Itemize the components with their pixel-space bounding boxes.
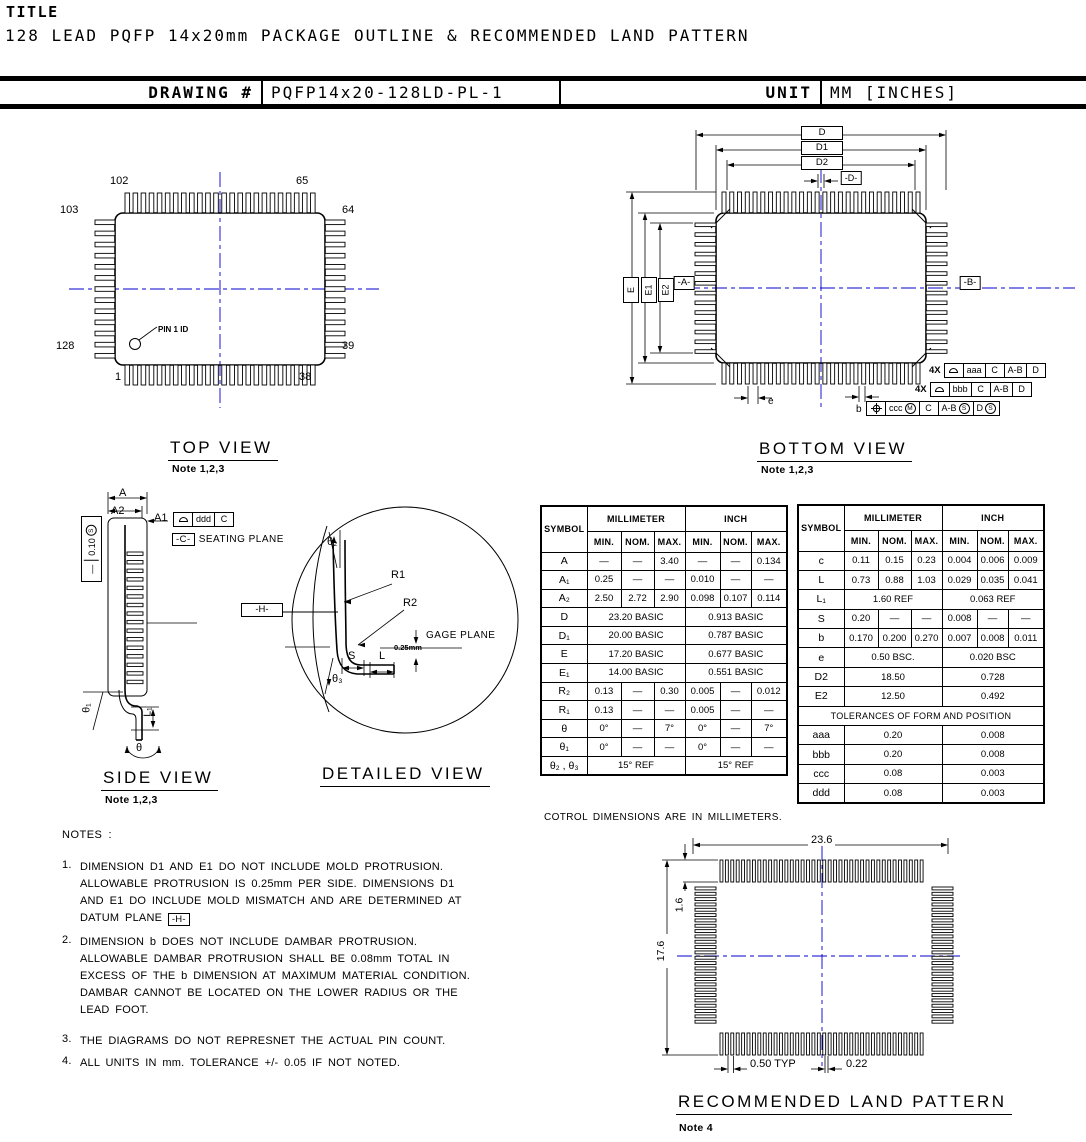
tolerance-frame-aaa: [929, 363, 1046, 378]
dim-D-label: D: [801, 126, 843, 140]
table-row: S 0.20 — — 0.008 — —: [798, 609, 1044, 628]
pin-number-102: 102: [110, 175, 129, 187]
land-pattern-drawing: [620, 830, 1086, 1090]
dim-R2-label: R2: [403, 597, 418, 609]
table-row: L 0.73 0.88 1.03 0.029 0.035 0.041: [798, 570, 1044, 589]
note-4: 4. ALL UNITS IN mm. TOLERANCE +/- 0.05 IF NOT NOTED.: [62, 1055, 401, 1069]
symbol-cell: b: [798, 629, 844, 648]
pin-number-128: 128: [56, 340, 75, 352]
land-pad-width-dim: 0.22: [846, 1058, 868, 1070]
dim-D2-label: D2: [801, 156, 843, 170]
symbol-cell: A₁: [541, 571, 587, 590]
drawing-number-value: PQFP14x20-128LD-PL-1: [263, 81, 561, 104]
datum-D-label: -D-: [841, 171, 862, 185]
table-row: ccc 0.08 0.003: [798, 764, 1044, 783]
note-3: 3. THE DIAGRAMS DO NOT REPRESNET THE ACTUAL PIN COUNT.: [62, 1033, 446, 1047]
note-2: 2. DIMENSION b DOES NOT INCLUDE DAMBAR PROTRUSION. ALLOWABLE DAMBAR PROTRUSION SHALL BE 0.08mm TOTAL IN EXCESS OF THE b DIMENSION AT MAXIMUM MATERIAL CONDITION. DAMBAR CANNOT BE LOCATED ON THE LOWER RADIUS OR THE LEAD FOOT.: [62, 934, 470, 1016]
top-view-note: Note 1,2,3: [172, 463, 225, 475]
dim-D1-label: D1: [801, 141, 843, 155]
table-row: e 0.50 BSC. 0.020 BSC: [798, 648, 1044, 667]
table-row: R₁ 0.13 — — 0.005 — —: [541, 701, 787, 720]
land-height-dim: 17.6: [654, 934, 668, 968]
seating-plane-label: SEATING PLANE: [198, 534, 284, 545]
table-row: bbb 0.20 0.008: [798, 745, 1044, 764]
dim-theta1-label: θ₁: [80, 703, 93, 713]
feature-control-frame: aaa C A-B D: [944, 363, 1046, 378]
datum-A-label: -A-: [674, 276, 695, 290]
drawing-number-label: DRAWING #: [0, 81, 263, 104]
dim-L1-label: L₁: [141, 707, 154, 717]
table-row: D2 18.50 0.728: [798, 667, 1044, 686]
circled-s-icon: S: [985, 403, 996, 414]
dim-R1-label: R1: [391, 569, 406, 581]
symbol-cell: S: [798, 609, 844, 628]
feature-control-frame: bbb C A-B D: [930, 382, 1032, 397]
datum-B-label: -B-: [960, 276, 981, 290]
dimension-table: SYMBOL MILLIMETER INCH MIN. NOM. MAX. MIN. NOM. MAX. A — — 3.40 — — 0.134 A₁ 0.25 — — 0.010 — — A₂ 2.50 2.72 2.90 0.098 0.107 0.114 D 23.20 BASIC 0.913 BASIC D₁ 20.00 BASIC 0.787 BASIC E 17.20 BASIC 0.677 BASIC E₁ 14.00 BASIC 0.551 BASIC R₂ 0.13 — 0.30 0.005 — 0.012 R₁ 0.13 — — 0.005 — — θ 0° — 7° 0° — 7° θ₁ 0° — — 0° — — θ₂ , θ₃ 15° REF 15° REF: [540, 505, 788, 776]
dim-E-label: E: [623, 277, 639, 303]
circled-m-icon: M: [905, 403, 916, 414]
dim-b-label: b: [856, 404, 862, 415]
land-pitch-dim: 0.50 TYP: [750, 1058, 796, 1070]
title-block: [0, 76, 1086, 109]
dim-A-label: A: [119, 487, 127, 499]
dim-theta2-label: θ₂: [327, 536, 338, 548]
dim-theta3-label: θ₃: [332, 673, 343, 685]
symbol-cell: D₁: [541, 626, 587, 645]
symbol-cell: c: [798, 551, 844, 570]
dim-A1-label: A1: [154, 512, 168, 524]
symbol-cell: E₁: [541, 664, 587, 683]
h-datum-reference: -H-: [168, 913, 190, 926]
feature-control-frame: ccc M C A-B S D S: [866, 401, 1000, 416]
symbol-cell: θ: [541, 719, 587, 738]
table-row: E 17.20 BASIC 0.677 BASIC: [541, 645, 787, 664]
circled-s-icon: S: [959, 403, 970, 414]
table-row: E2 12.50 0.492: [798, 687, 1044, 706]
table-row: c 0.11 0.15 0.23 0.004 0.006 0.009: [798, 551, 1044, 570]
table-row: ddd 0.08 0.003: [798, 784, 1044, 803]
bottom-view-title: BOTTOM VIEW: [757, 439, 912, 462]
pin-number-64: 64: [342, 204, 355, 216]
symbol-cell: A: [541, 552, 587, 571]
table-row: TOLERANCES OF FORM AND POSITION: [798, 706, 1044, 725]
side-view-title: SIDE VIEW: [101, 768, 218, 791]
table-row: D 23.20 BASIC 0.913 BASIC: [541, 608, 787, 627]
symbol-cell: R₂: [541, 682, 587, 701]
table-row: A — — 3.40 — — 0.134: [541, 552, 787, 571]
pin-number-1: 1: [115, 371, 122, 383]
straightness-tolerance-frame: [81, 516, 102, 582]
top-view-title: TOP VIEW: [168, 438, 278, 461]
tolerance-frame-ddd: [173, 512, 234, 527]
table-row: A₂ 2.50 2.72 2.90 0.098 0.107 0.114: [541, 589, 787, 608]
package-dimension-table-1: [540, 505, 788, 776]
table-row: L₁ 1.60 REF 0.063 REF: [798, 590, 1044, 609]
symbol-cell: aaa: [798, 726, 844, 745]
symbol-cell: D2: [798, 667, 844, 686]
symbol-cell: E2: [798, 687, 844, 706]
straightness-value: 0.10: [86, 537, 97, 556]
table-row: θ₂ , θ₃ 15° REF 15° REF: [541, 757, 787, 776]
dimension-table: SYMBOL MILLIMETER INCH MIN. NOM. MAX. MIN. NOM. MAX. c 0.11 0.15 0.23 0.004 0.006 0.009 L 0.73 0.88 1.03 0.029 0.035 0.041 L₁ 1.60 REF 0.063 REF S 0.20 — — 0.008 — — b 0.170 0.200 0.270 0.007 0.008 0.011 e 0.50 BSC. 0.020 BSC D2 18.50 0.728 E2 12.50 0.492 TOLERANCES OF FORM AND POSITION aaa 0.20 0.008 bbb 0.20 0.008 ccc 0.08 0.003 ddd 0.08 0.003: [797, 504, 1045, 804]
dim-E1-label: E1: [641, 277, 657, 303]
dim-E2-label: E2: [658, 278, 674, 302]
bottom-view-note: Note 1,2,3: [761, 464, 814, 476]
land-pattern-title: RECOMMENDED LAND PATTERN: [676, 1092, 1012, 1115]
dim-A2-label: A2: [111, 505, 125, 517]
gage-plane-label: GAGE PLANE: [426, 630, 496, 641]
seating-plane-callout: [172, 533, 284, 546]
symbol-cell: E: [541, 645, 587, 664]
control-dimension-note: COTROL DIMENSIONS ARE IN MILLIMETERS.: [544, 812, 783, 823]
gdt-position-icon: [871, 403, 882, 414]
feature-control-frame: ddd C: [173, 512, 234, 527]
package-dimension-table-2: [797, 504, 1045, 804]
symbol-cell: R₁: [541, 701, 587, 720]
symbol-cell: θ₁: [541, 738, 587, 757]
side-view-note: Note 1,2,3: [105, 794, 158, 806]
table-row: b 0.170 0.200 0.270 0.007 0.008 0.011: [798, 629, 1044, 648]
symbol-cell: θ₂ , θ₃: [541, 757, 587, 776]
pin-number-38: 38: [299, 371, 312, 383]
symbol-cell: bbb: [798, 745, 844, 764]
table-row: A₁ 0.25 — — 0.010 — —: [541, 571, 787, 590]
pin-number-103: 103: [60, 204, 79, 216]
fcf-prefix: 4X: [915, 384, 927, 395]
gage-offset-label: 0.25mm: [394, 643, 422, 652]
dim-L-label: L: [379, 650, 386, 662]
datum-C-label: -C-: [172, 533, 195, 546]
pin-number-39: 39: [342, 340, 355, 352]
symbol-cell: L₁: [798, 590, 844, 609]
symbol-cell: ccc: [798, 764, 844, 783]
circled-s-icon: S: [86, 525, 97, 536]
notes-title: NOTES :: [62, 829, 113, 841]
table-row: R₂ 0.13 — 0.30 0.005 — 0.012: [541, 682, 787, 701]
symbol-cell: A₂: [541, 589, 587, 608]
table-row: aaa 0.20 0.008: [798, 726, 1044, 745]
tolerance-frame-ccc: [866, 401, 1000, 416]
land-pattern-note: Note 4: [679, 1122, 713, 1134]
fcf-prefix: 4X: [929, 365, 941, 376]
title-label: TITLE: [6, 3, 59, 21]
table-row: θ 0° — 7° 0° — 7°: [541, 719, 787, 738]
datum-H-label: -H-: [241, 603, 283, 617]
dim-S-label: S: [348, 650, 356, 662]
table-row: θ₁ 0° — — 0° — —: [541, 738, 787, 757]
unit-label: UNIT: [561, 81, 822, 104]
gdt-profile-icon: [935, 387, 944, 392]
land-width-dim: 23.6: [808, 834, 835, 846]
dim-e-label: e: [768, 396, 774, 407]
tolerance-frame-bbb: [915, 382, 1032, 397]
gdt-profile-icon: [949, 368, 958, 373]
symbol-cell: ddd: [798, 784, 844, 803]
table-row: D₁ 20.00 BASIC 0.787 BASIC: [541, 626, 787, 645]
dim-theta-label: θ: [136, 742, 143, 754]
page-title: 128 LEAD PQFP 14x20mm PACKAGE OUTLINE & RECOMMENDED LAND PATTERN: [5, 26, 750, 45]
symbol-cell: L: [798, 570, 844, 589]
gdt-straightness-icon: —: [84, 559, 99, 577]
unit-value: MM [INCHES]: [830, 83, 958, 102]
symbol-cell: D: [541, 608, 587, 627]
note-1: 1. DIMENSION D1 AND E1 DO NOT INCLUDE MOLD PROTRUSION. ALLOWABLE PROTRUSION IS 0.25mm PER SIDE. DIMENSIONS D1 AND E1 DO INCLUDE MOLD MISMATCH AND ARE DETERMINED AT DATUM PLANE -H-: [62, 859, 462, 925]
detailed-view-title: DETAILED VIEW: [320, 764, 490, 787]
pin1-id-label: PIN 1 ID: [158, 325, 189, 334]
table-row: E₁ 14.00 BASIC 0.551 BASIC: [541, 664, 787, 683]
symbol-cell: e: [798, 648, 844, 667]
gdt-profile-icon: [179, 517, 188, 522]
land-pad-length-dim: 1.6: [672, 891, 686, 919]
pin-number-65: 65: [296, 175, 309, 187]
